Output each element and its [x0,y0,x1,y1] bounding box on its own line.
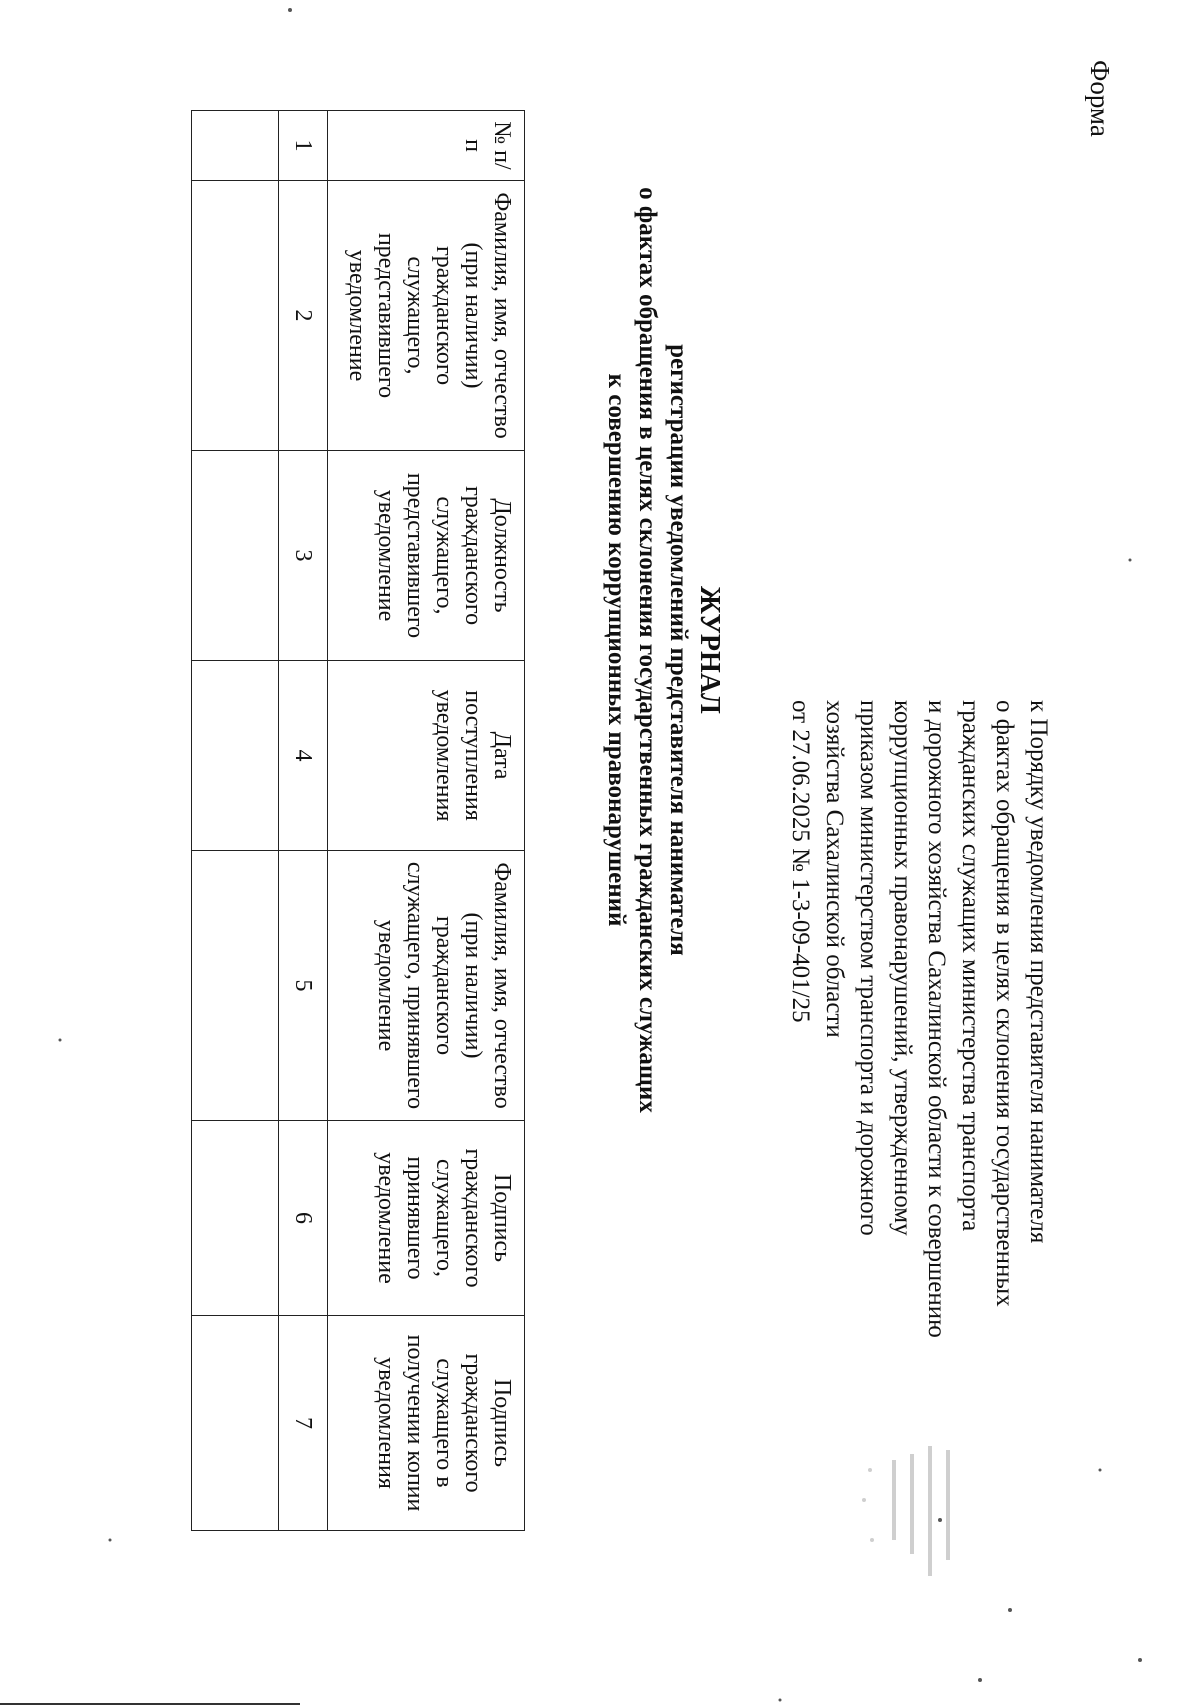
column-header-submitter-position: Должность гражданского служащего, представившего уведомление [328,451,525,661]
order-line: о фактах обращения в целях склонения государственных [991,700,1018,1307]
column-number: 7 [279,1316,328,1531]
order-line: и дорожного хозяйства Сахалинской области к совершению [923,700,950,1338]
column-number: 2 [279,181,328,451]
form-label: Форма [1085,60,1115,137]
column-number: 4 [279,661,328,851]
column-header-receiver-name: Фамилия, имя, отчество (при наличии) гражданского служащего, принявшего уведомление [328,851,525,1121]
journal-subtitle-line: к совершению коррупционных правонарушений [603,373,630,927]
journal-subtitle-line: о фактах обращения в целях склонения государственных гражданских служащих [634,187,661,1113]
order-line: коррупционных правонарушений, утвержденному [889,700,916,1236]
order-line: приказом министерством транспорта и дорожного [855,700,882,1236]
order-line: к Порядку уведомления представителя нанимателя [1025,700,1052,1244]
column-header-number: № п/п [328,111,525,181]
column-number: 5 [279,851,328,1121]
journal-subtitle-line: регистрации уведомлений представителя нанимателя [665,344,692,956]
column-header-receiver-signature: Подпись гражданского служащего, принявшего уведомление [328,1121,525,1316]
column-header-submitter-name: Фамилия, имя, отчество (при наличии) гражданского служащего, представившего уведомление [328,181,525,451]
column-number: 1 [279,111,328,181]
order-line: гражданских служащих министерства транспорта [957,700,984,1232]
column-header-copy-signature: Подпись гражданского служащего в получении копии уведомления [328,1316,525,1531]
column-number: 3 [279,451,328,661]
journal-heading: ЖУРНАЛ [694,586,725,714]
order-line: от 27.06.2025 № 1-3-09-401/25 [787,700,814,1023]
order-line: хозяйства Сахалинской области [821,700,848,1038]
column-number: 6 [279,1121,328,1316]
column-header-receipt-date: Дата поступления уведомления [328,661,525,851]
